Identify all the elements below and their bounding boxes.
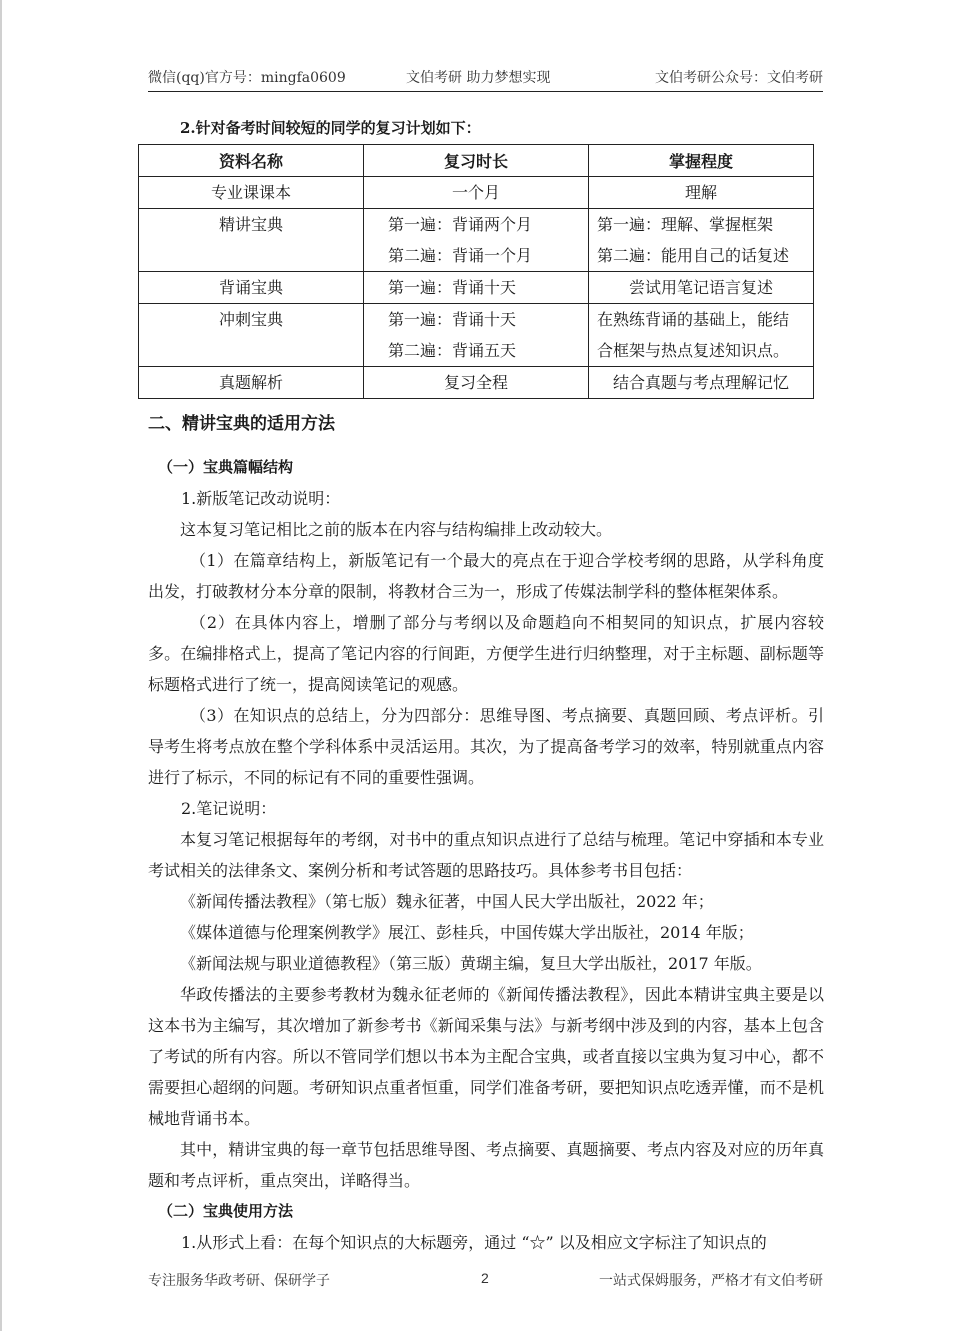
table-cell-name: 背诵宝典 <box>139 272 364 304</box>
table-header-row <box>139 145 814 177</box>
table-row <box>139 304 814 367</box>
table-cell-line: 结合真题与考点理解记忆 <box>612 373 789 392</box>
header-center: 文伯考研 助力梦想实现 <box>406 70 551 86</box>
table-cell-line: 第二遍：背诵五天 <box>388 341 517 360</box>
table-cell-duration <box>364 209 589 272</box>
table-cell-line: 合框架与热点复述知识点。 <box>597 341 790 360</box>
table-cell-mastery <box>589 367 814 399</box>
table-cell-line: 理解 <box>684 183 717 202</box>
reference-item: 《新闻传播法教程》（第七版）魏永征著，中国人民大学出版社，2022 年； <box>180 892 714 911</box>
table-cell-line: 第一遍：理解、掌握框架 <box>597 215 774 234</box>
section-heading: 二、精讲宝典的适用方法 <box>148 414 335 434</box>
main-content <box>148 406 824 1258</box>
table-header-cell: 资料名称 <box>139 145 364 177</box>
table-cell-mastery <box>589 177 814 209</box>
paragraph: （1）在篇章结构上，新版笔记有一个最大的亮点在于迎合学校考纲的思路，从学科角度出发，打破教材分本分章的限制，将教材合三为一，形成了传媒法制学科的整体框架体系。 <box>148 551 824 601</box>
table-cell-duration <box>364 272 589 304</box>
table-header-cell: 复习时长 <box>364 145 589 177</box>
item-label: 2.笔记说明： <box>181 799 277 818</box>
paragraph: 其中，精讲宝典的每一章节包括思维导图、考点摘要、真题摘要、考点内容及对应的历年真题和考点评析，重点突出，详略得当。 <box>148 1140 824 1190</box>
table-cell-mastery <box>589 209 814 272</box>
page-edge <box>0 0 2 1331</box>
paragraph: （3）在知识点的总结上，分为四部分：思维导图、考点摘要、真题回顾、考点评析。引导考生将考点放在整个学科体系中灵活运用。其次，为了提高备考学习的效率，特别就重点内容进行了标示，不同的标记有不同的重要性强调。 <box>148 706 824 787</box>
table-cell-line: 第一遍：背诵两个月 <box>388 215 533 234</box>
table-row <box>139 272 814 304</box>
table-cell-line: 第一遍：背诵十天 <box>388 310 517 329</box>
paragraph: （2）在具体内容上，增删了部分与考纲以及命题趋向不相契同的知识点，扩展内容较多。在编排格式上，提高了笔记内容的行间距，方便学生进行归纳整理，对于主标题、副标题等标题格式进行了统一，提高阅读笔记的观感。 <box>148 613 824 694</box>
paragraph: 华政传播法的主要参考教材为魏永征老师的《新闻传播法教程》，因此本精讲宝典主要是以这本书为主编写，其次增加了新参考书《新闻采集与法》与新考纲中涉及到的内容，基本上包含了考试的所有内容。所以不管同学们想以书本为主配合宝典，或者直接以宝典为复习中心，都不需要担心超纲的问题。考研知识点重者恒重，同学们准备考研，要把知识点吃透弄懂，而不是机械地背诵书本。 <box>148 985 824 1128</box>
table-cell-line: 第二遍：能用自己的话复述 <box>597 246 790 265</box>
subsection-heading: （一）宝典篇幅结构 <box>158 458 294 476</box>
table-cell-name: 专业课课本 <box>139 177 364 209</box>
paragraph: 1.从形式上看：在每个知识点的大标题旁，通过 “☆” 以及相应文字标注了知识点的 <box>181 1233 767 1252</box>
paragraph: 本复习笔记根据每年的考纲，对书中的重点知识点进行了总结与梳理。笔记中穿插和本专业考试相关的法律条文、案例分析和考试答题的思路技巧。具体参考书目包括： <box>148 830 824 880</box>
header-left: 微信(qq)官方号：mingfa0609 <box>148 70 346 86</box>
table-cell-line: 一个月 <box>451 183 500 202</box>
header-right: 文伯考研公众号：文伯考研 <box>655 70 823 86</box>
table-cell-name: 冲刺宝典 <box>139 304 364 367</box>
page-header <box>148 64 823 90</box>
reference-item: 《媒体道德与伦理案例教学》展江、彭桂兵，中国传媒大学出版社，2014 年版； <box>180 923 754 942</box>
table-cell-mastery <box>589 272 814 304</box>
table-cell-line: 第二遍：背诵一个月 <box>388 246 533 265</box>
table-row <box>139 209 814 272</box>
header-rule <box>148 91 823 92</box>
reference-item: 《新闻法规与职业道德教程》（第三版）黄瑚主编，复旦大学出版社，2017 年版。 <box>180 954 762 973</box>
table-header-cell: 掌握程度 <box>589 145 814 177</box>
paragraph: 这本复习笔记相比之前的版本在内容与结构编排上改动较大。 <box>180 520 613 539</box>
table-cell-line: 复习全程 <box>443 373 508 392</box>
table-cell-mastery <box>589 304 814 367</box>
plan-title: 2.针对备考时间较短的同学的复习计划如下： <box>180 119 481 137</box>
footer-left: 专注服务华政考研、保研学子 <box>148 1273 330 1289</box>
item-label: 1.新版笔记改动说明： <box>181 489 341 508</box>
table-cell-duration <box>364 367 589 399</box>
page-footer <box>148 1268 823 1290</box>
page-number: 2 <box>481 1270 489 1286</box>
table-cell-line: 尝试用笔记语言复述 <box>628 278 773 297</box>
table-cell-duration <box>364 304 589 367</box>
table-cell-line: 在熟练背诵的基础上，能结 <box>597 310 790 329</box>
table-cell-name: 真题解析 <box>139 367 364 399</box>
table-cell-line: 第一遍：背诵十天 <box>388 278 517 297</box>
footer-right: 一站式保姆服务，严格才有文伯考研 <box>599 1273 823 1289</box>
review-plan-table <box>138 144 814 399</box>
table-cell-duration <box>364 177 589 209</box>
subsection-heading: （二）宝典使用方法 <box>158 1202 294 1220</box>
table-cell-name: 精讲宝典 <box>139 209 364 272</box>
table-row <box>139 177 814 209</box>
table-row <box>139 367 814 399</box>
